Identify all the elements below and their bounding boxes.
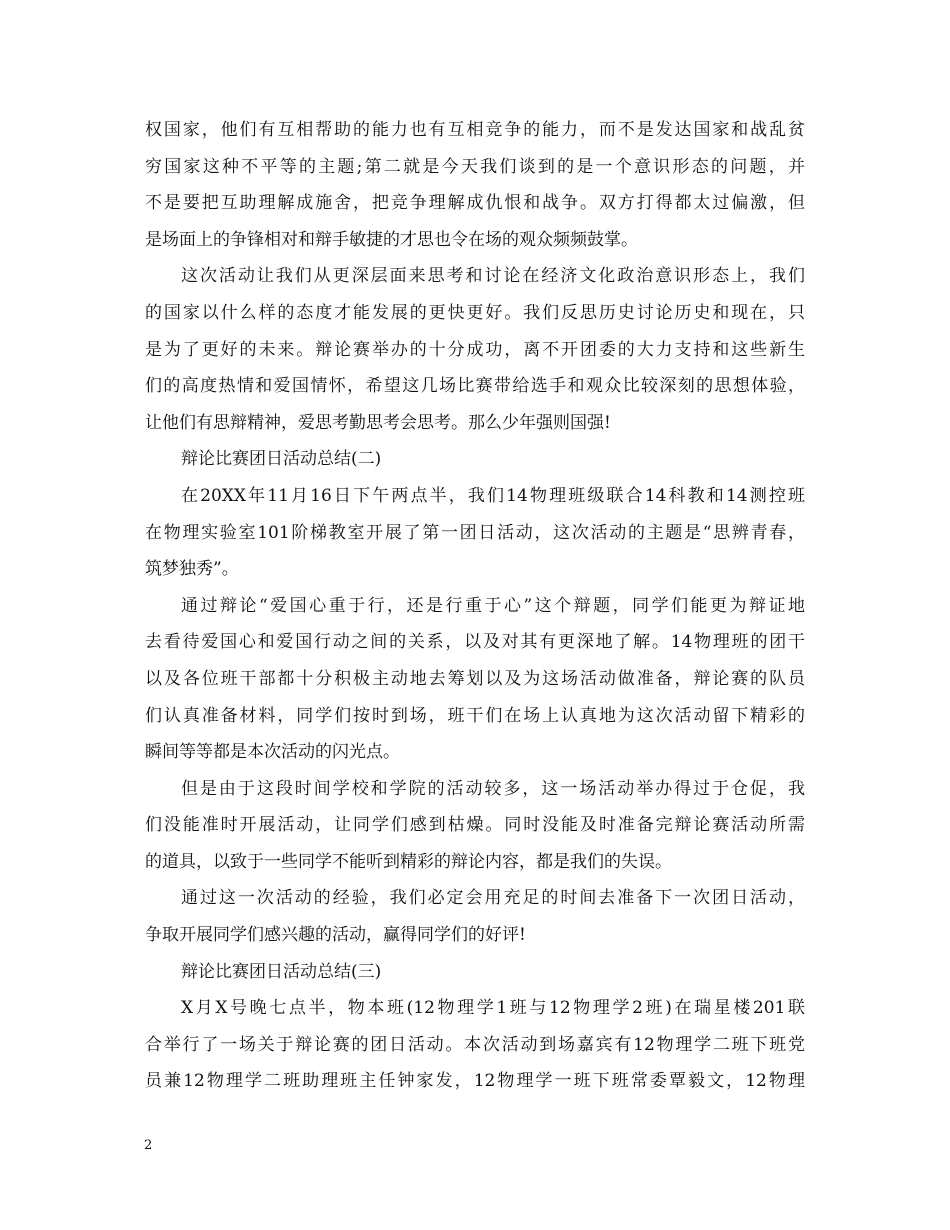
text-line: 瞬间等等都是本次活动的闪光点。	[145, 742, 400, 763]
text-line: 穷国家这种不平等的主题;第二就是今天我们谈到的是一个意识形态的问题，并	[145, 156, 805, 177]
text-line: 们的高度热情和爱国情怀，希望这几场比赛带给选手和观众比较深刻的思想体验，	[145, 376, 805, 397]
text-line: 们没能准时开展活动，让同学们感到枯燥。同时没能及时准备完辩论赛活动所需	[145, 815, 805, 836]
text-line: X月X号晚七点半，物本班(12物理学1班与12物理学2班)在瑞星楼201联	[181, 998, 805, 1019]
text-line: 们认真准备材料，同学们按时到场，班干们在场上认真地为这次活动留下精彩的	[145, 705, 805, 726]
text-line: 合举行了一场关于辩论赛的团日活动。本次活动到场嘉宾有12物理学二班下班党	[145, 1034, 805, 1055]
text-line: 权国家，他们有互相帮助的能力也有互相竞争的能力，而不是发达国家和战乱贫	[145, 120, 805, 140]
text-line: 去看待爱国心和爱国行动之间的关系，以及对其有更深地了解。14物理班的团干	[145, 632, 805, 653]
document-body	[145, 112, 805, 1100]
section-heading: 辩论比赛团日活动总结(三)	[181, 961, 382, 982]
text-line: 员兼12物理学二班助理班主任钟家发，12物理学一班下班常委覃毅文，12物理	[145, 1071, 805, 1092]
text-line: 的国家以什么样的态度才能发展的更快更好。我们反思历史讨论历史和现在，只	[145, 302, 805, 323]
text-line: 是为了更好的未来。辩论赛举办的十分成功，离不开团委的大力支持和这些新生	[145, 339, 805, 360]
text-line: 争取开展同学们感兴趣的活动，赢得同学们的好评!	[145, 925, 526, 946]
text-line: 是场面上的争锋相对和辩手敏捷的才思也令在场的观众频频鼓掌。	[145, 229, 638, 250]
text-line: 筑梦独秀”。	[145, 559, 239, 580]
text-line: 通过辩论“爱国心重于行，还是行重于心”这个辩题，同学们能更为辩证地	[181, 595, 805, 616]
text-line: 在物理实验室101阶梯教室开展了第一团日活动，这次活动的主题是“思辨青春，	[145, 522, 805, 543]
text-line: 不是要把互助理解成施舍，把竞争理解成仇恨和战争。双方打得都太过偏激，但	[145, 193, 805, 214]
text-line: 但是由于这段时间学校和学院的活动较多，这一场活动举办得过于仓促，我	[181, 778, 805, 799]
text-line: 让他们有思辩精神，爱思考勤思考会思考。那么少年强则国强!	[145, 412, 611, 433]
text-line: 以及各位班干部都十分积极主动地去筹划以及为这场活动做准备，辩论赛的队员	[145, 668, 805, 689]
page-number: 2	[144, 1138, 153, 1153]
section-heading: 辩论比赛团日活动总结(二)	[181, 449, 382, 470]
text-line: 在20XX年11月16日下午两点半，我们14物理班级联合14科教和14测控班	[181, 485, 805, 506]
text-line: 通过这一次活动的经验，我们必定会用充足的时间去准备下一次团日活动，	[181, 888, 805, 909]
text-line: 这次活动让我们从更深层面来思考和讨论在经济文化政治意识形态上，我们	[181, 266, 805, 287]
text-line: 的道具，以致于一些同学不能听到精彩的辩论内容，都是我们的失误。	[145, 851, 672, 872]
